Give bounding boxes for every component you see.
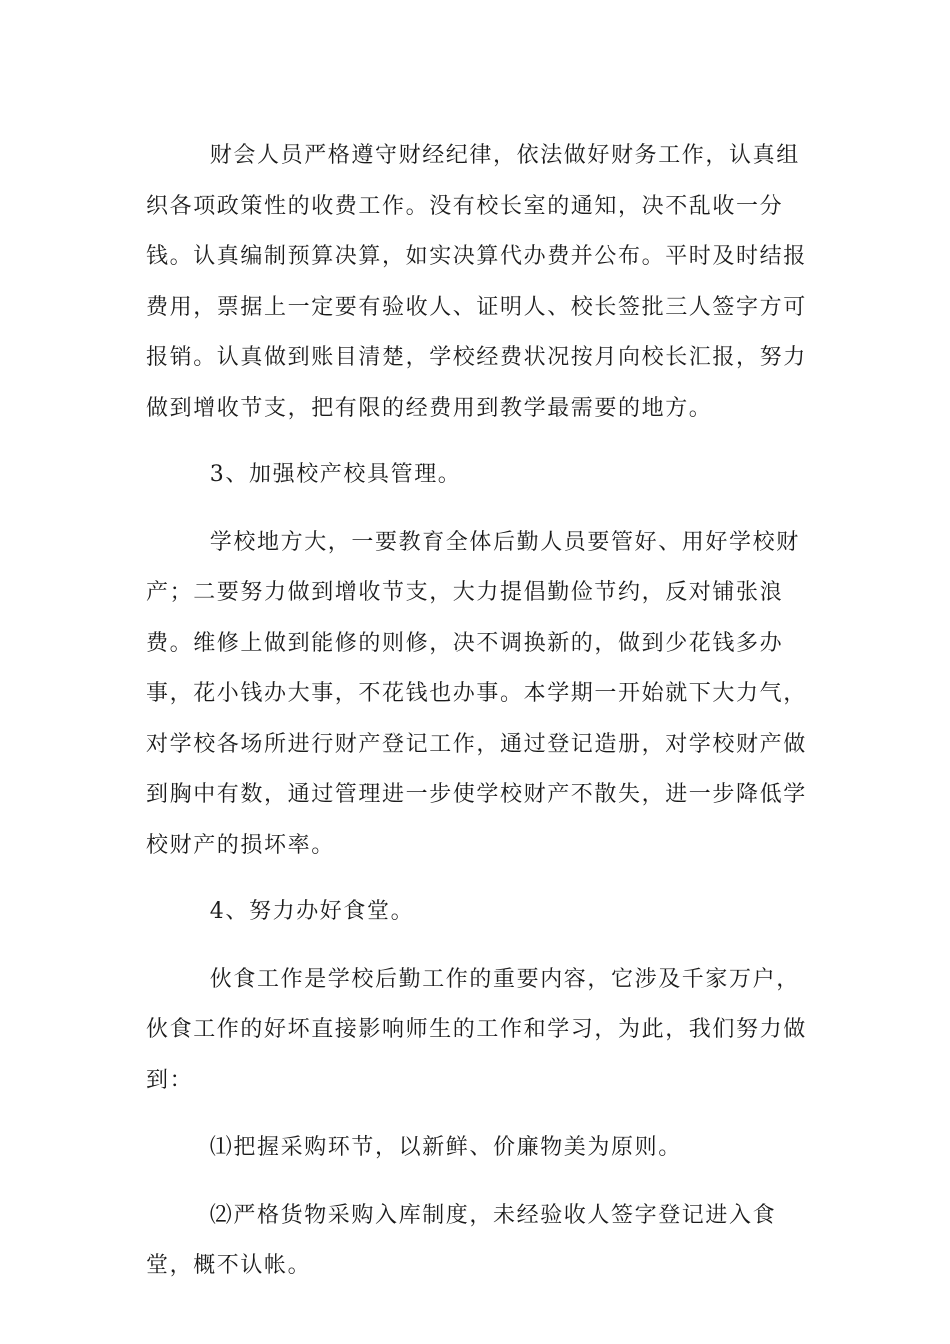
section-heading-3: 3、加强校产校具管理。 xyxy=(209,462,462,487)
list-item-storage-rules: ⑵严格货物采购入库制度，未经验收人签字登记进入食堂，概不认帐。 xyxy=(146,1202,777,1278)
paragraph-school-property: 学校地方大，一要教育全体后勤人员要管好、用好学校财产；二要努力做到增收节支，大力提倡勤俭节约，反对铺张浪费。维修上做到能修的则修，决不调换新的，做到少花钱多办事，花小钱办大事，不花钱也办事。本学期一开始就下大力气，对学校各场所进行财产登记工作，通过登记造册，对学校财产做到胸中有数，通过管理进一步使学校财产不散失，进一步降低学校财产的损坏率。 xyxy=(146,529,807,858)
section-heading-4: 4、努力办好食堂。 xyxy=(209,899,415,924)
paragraph-canteen-work: 伙食工作是学校后勤工作的重要内容，它涉及千家万户，伙食工作的好坏直接影响师生的工作和学习，为此，我们努力做到： xyxy=(146,966,807,1093)
document-body xyxy=(146,131,814,1292)
list-item-purchasing: ⑴把握采购环节，以新鲜、价廉物美为原则。 xyxy=(209,1135,682,1160)
paragraph-finance-staff: 财会人员严格遵守财经纪律，依法做好财务工作，认真组织各项政策性的收费工作。没有校长室的通知，决不乱收一分钱。认真编制预算决算，如实决算代办费并公布。平时及时结报费用，票据上一定要有验收人、证明人、校长签批三人签字方可报销。认真做到账目清楚，学校经费状况按月向校长汇报，努力做到增收节支，把有限的经费用到教学最需要的地方。 xyxy=(146,143,807,421)
